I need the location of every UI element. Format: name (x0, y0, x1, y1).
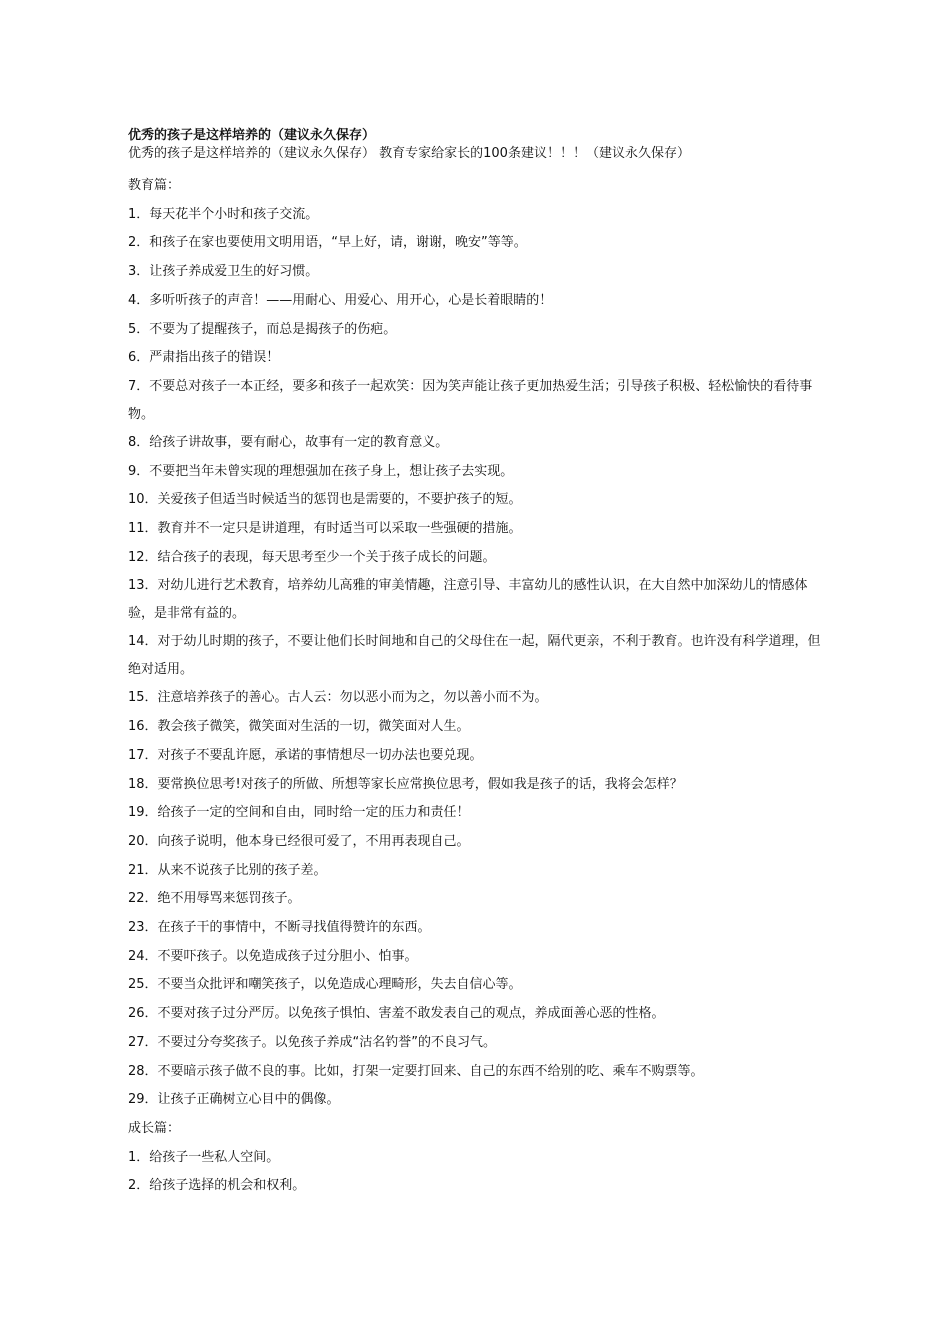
section-heading-education: 教育篇： (128, 178, 181, 193)
document-title: 优秀的孩子是这样培养的（建议永久保存） (128, 128, 376, 143)
list-item: 13．对幼儿进行艺术教育，培养幼儿高雅的审美情趣，注意引导、丰富幼儿的感性认识，在大自然中加深幼儿的情感体验，是非常有益的。 (128, 578, 808, 622)
list-item: 24．不要吓孩子。以免造成孩子过分胆小、怕事。 (128, 948, 418, 964)
list-item: 20．向孩子说明，他本身已经很可爱了，不用再表现自己。 (128, 833, 470, 849)
list-item: 2．和孩子在家也要使用文明用语，“早上好，请，谢谢，晚安”等等。 (128, 235, 527, 251)
list-item: 15．注意培养孩子的善心。古人云：勿以恶小而为之，勿以善小而不为。 (128, 690, 548, 706)
list-item: 4．多听听孩子的声音！——用耐心、用爱心、用开心，心是长着眼睛的！ (128, 292, 553, 308)
list-item: 6．严肃指出孩子的错误！ (128, 350, 280, 366)
list-item: 11．教育并不一定只是讲道理，有时适当可以采取一些强硬的措施。 (128, 521, 522, 537)
list-item: 22．绝不用辱骂来惩罚孩子。 (128, 891, 301, 907)
list-item: 23．在孩子干的事情中，不断寻找值得赞许的东西。 (128, 920, 431, 936)
list-item: 8．给孩子讲故事，要有耐心，故事有一定的教育意义。 (128, 434, 449, 450)
list-item: 27．不要过分夸奖孩子。以免孩子养成“沽名钓誉”的不良习气。 (128, 1034, 497, 1050)
list-item: 26．不要对孩子过分严厉。以免孩子惧怕、害羞不敢发表自己的观点，养成面善心恶的性格。 (128, 1006, 665, 1022)
list-item: 2．给孩子选择的机会和权利。 (128, 1178, 306, 1194)
list-item: 10．关爱孩子但适当时候适当的惩罚也是需要的，不要护孩子的短。 (128, 492, 522, 508)
list-item: 5．不要为了提醒孩子，而总是揭孩子的伤疤。 (128, 321, 397, 337)
list-item: 16．教会孩子微笑，微笑面对生活的一切，微笑面对人生。 (128, 719, 470, 735)
list-item: 7．不要总对孩子一本正经，要多和孩子一起欢笑：因为笑声能让孩子更加热爱生活；引导孩子积极、轻松愉快的看待事物。 (128, 378, 813, 422)
list-item: 18．要常换位思考!对孩子的所做、所想等家长应常换位思考，假如我是孩子的话，我将会怎样？ (128, 776, 683, 792)
list-item: 17．对孩子不要乱许愿，承诺的事情想尽一切办法也要兑现。 (128, 747, 483, 763)
list-item: 25．不要当众批评和嘲笑孩子，以免造成心理畸形，失去自信心等。 (128, 977, 522, 993)
list-item: 3．让孩子养成爱卫生的好习惯。 (128, 264, 319, 280)
list-item: 9．不要把当年未曾实现的理想强加在孩子身上，想让孩子去实现。 (128, 463, 514, 479)
document-subtitle: 优秀的孩子是这样培养的（建议永久保存） 教育专家给家长的100条建议！！！（建议永久保存） (128, 146, 690, 161)
list-item: 1．每天花半个小时和孩子交流。 (128, 206, 319, 222)
list-item: 21．从来不说孩子比别的孩子差。 (128, 862, 327, 878)
document-page (128, 127, 828, 1201)
list-item: 12．结合孩子的表现，每天思考至少一个关于孩子成长的问题。 (128, 549, 496, 565)
section-heading-growth: 成长篇： (128, 1120, 181, 1136)
list-item: 28．不要暗示孩子做不良的事。比如，打架一定要打回来、自己的东西不给别的吃、乘车不购票等。 (128, 1063, 704, 1079)
list-item: 1．给孩子一些私人空间。 (128, 1149, 280, 1165)
list-item: 29．让孩子正确树立心目中的偶像。 (128, 1092, 340, 1108)
list-item: 19．给孩子一定的空间和自由，同时给一定的压力和责任！ (128, 805, 470, 821)
list-item: 14．对于幼儿时期的孩子，不要让他们长时间地和自己的父母住在一起，隔代更亲，不利于教育。也许没有科学道理，但绝对适用。 (128, 634, 821, 678)
